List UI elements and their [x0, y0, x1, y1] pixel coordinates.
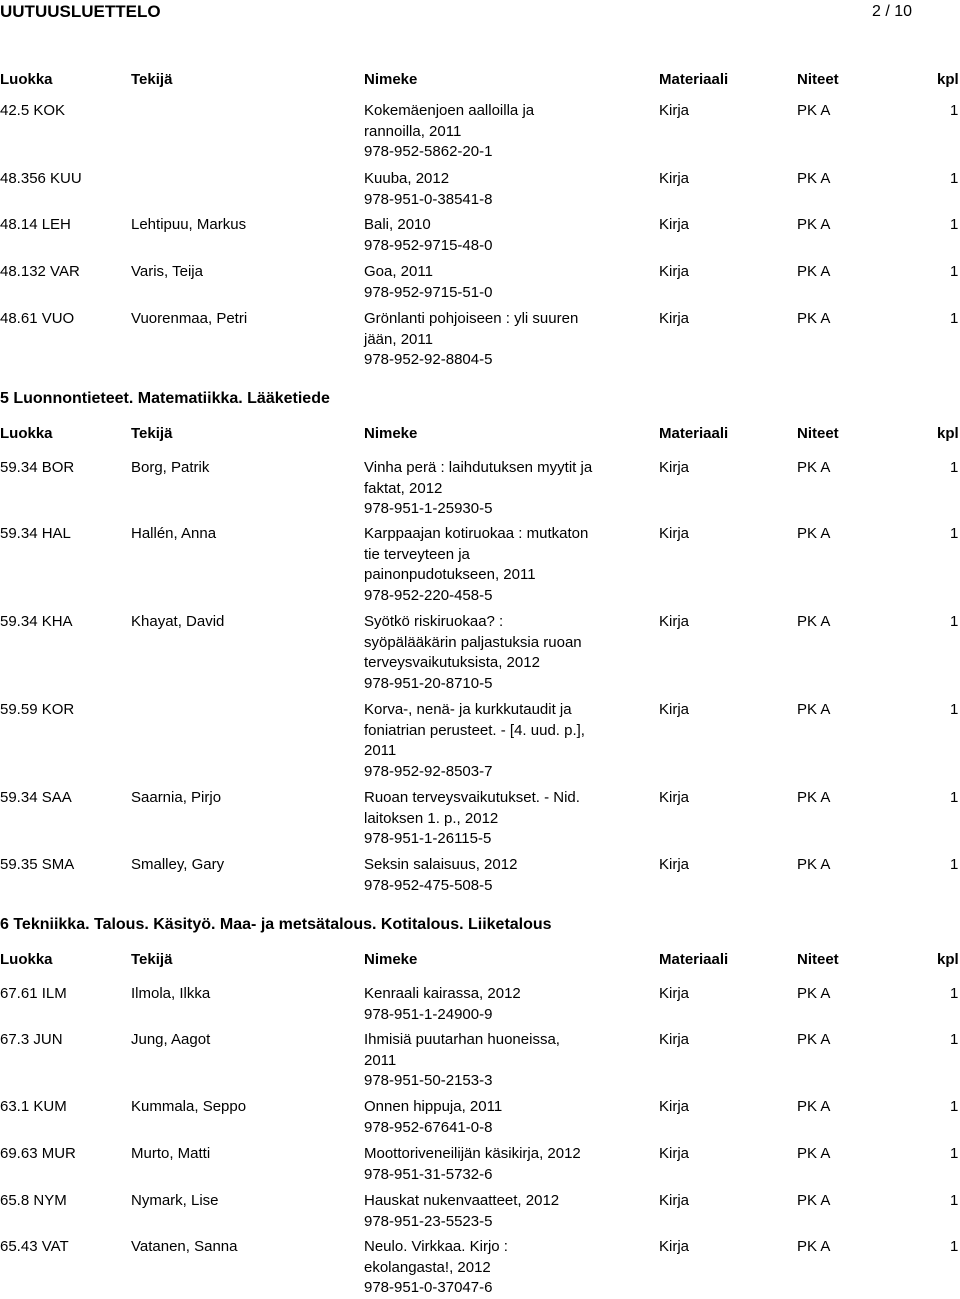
kpl-cell: 1: [950, 263, 959, 280]
materiaali-cell: Kirja: [659, 1098, 690, 1115]
title-line: 978-951-1-26115-5: [364, 830, 492, 847]
column-header-kpl: kpl: [937, 425, 959, 442]
title-cell: [364, 1097, 624, 1138]
kpl-cell: 1: [950, 102, 959, 119]
title-line: 978-952-475-508-5: [364, 876, 493, 894]
niteet-cell: PK A: [797, 216, 831, 233]
column-header-luokka: Luokka: [0, 951, 53, 968]
title-line: Ihmisiä puutarhan huoneissa,: [364, 1031, 560, 1048]
title-line: rannoilla, 2011: [364, 122, 462, 140]
luokka-cell: 69.63 MUR: [0, 1145, 76, 1162]
kpl-cell: 1: [950, 1192, 959, 1209]
kpl-cell: 1: [950, 701, 959, 718]
title-line: Seksin salaisuus, 2012: [364, 856, 518, 873]
title-line: 978-952-92-8804-5: [364, 351, 493, 368]
title-line: jään, 2011: [364, 330, 433, 348]
materiaali-cell: Kirja: [659, 525, 690, 542]
title-line: Onnen hippuja, 2011: [364, 1098, 503, 1115]
kpl-cell: 1: [950, 170, 959, 187]
kpl-cell: 1: [950, 856, 959, 873]
luokka-cell: 59.34 BOR: [0, 459, 75, 476]
niteet-cell: PK A: [797, 613, 831, 630]
title-cell: [364, 215, 624, 256]
title-cell: [364, 524, 624, 606]
tekija-cell: Borg, Patrik: [131, 459, 210, 476]
tekija-cell: Hallén, Anna: [131, 525, 217, 542]
kpl-cell: 1: [950, 985, 959, 1002]
materiaali-cell: Kirja: [659, 1031, 690, 1048]
materiaali-cell: Kirja: [659, 1238, 690, 1255]
title-cell: [364, 612, 624, 694]
niteet-cell: PK A: [797, 1192, 831, 1209]
materiaali-cell: Kirja: [659, 701, 690, 718]
title-line: Bali, 2010: [364, 216, 431, 233]
niteet-cell: PK A: [797, 856, 831, 873]
niteet-cell: PK A: [797, 1145, 831, 1162]
luokka-cell: 48.14 LEH: [0, 216, 71, 233]
luokka-cell: 65.8 NYM: [0, 1192, 67, 1209]
title-cell: [364, 169, 624, 210]
luokka-cell: 59.34 HAL: [0, 525, 71, 542]
title-cell: [364, 458, 624, 520]
title-line: Kuuba, 2012: [364, 170, 450, 187]
column-header-niteet: Niteet: [797, 951, 839, 968]
column-header-luokka: Luokka: [0, 71, 53, 88]
title-cell: [364, 1144, 624, 1185]
tekija-cell: Vuorenmaa, Petri: [131, 310, 248, 327]
title-line: 978-951-20-8710-5: [364, 674, 493, 692]
section-title: 5 Luonnontieteet. Matematiikka. Lääketiede: [0, 390, 330, 407]
column-header-luokka: Luokka: [0, 425, 53, 442]
luokka-cell: 48.61 VUO: [0, 310, 75, 327]
title-cell: [364, 309, 624, 371]
title-line: painonpudotukseen, 2011: [364, 566, 536, 583]
tekija-cell: Kummala, Seppo: [131, 1098, 247, 1115]
title-line: 978-951-50-2153-3: [364, 1072, 493, 1089]
luokka-cell: 48.356 KUU: [0, 170, 82, 187]
title-line: laitoksen 1. p., 2012: [364, 809, 499, 827]
materiaali-cell: Kirja: [659, 170, 690, 187]
luokka-cell: 65.43 VAT: [0, 1238, 69, 1255]
luokka-cell: 59.35 SMA: [0, 856, 75, 873]
title-line: Hauskat nukenvaatteet, 2012: [364, 1192, 560, 1209]
niteet-cell: PK A: [797, 525, 831, 542]
title-line: Moottoriveneilijän käsikirja, 2012: [364, 1145, 581, 1162]
niteet-cell: PK A: [797, 459, 831, 476]
niteet-cell: PK A: [797, 789, 831, 806]
title-line: 978-951-0-37047-6: [364, 1279, 493, 1296]
niteet-cell: PK A: [797, 310, 831, 327]
luokka-cell: 59.59 KOR: [0, 701, 75, 718]
tekija-cell: Jung, Aagot: [131, 1031, 211, 1048]
title-line: syöpälääkärin paljastuksia ruoan: [364, 633, 582, 651]
materiaali-cell: Kirja: [659, 613, 690, 630]
niteet-cell: PK A: [797, 170, 831, 187]
title-line: 978-952-5862-20-1: [364, 143, 493, 160]
niteet-cell: PK A: [797, 102, 831, 119]
tekija-cell: Smalley, Gary: [131, 856, 225, 873]
column-header-niteet: Niteet: [797, 71, 839, 88]
title-line: ekolangasta!, 2012: [364, 1258, 491, 1276]
materiaali-cell: Kirja: [659, 459, 690, 476]
column-header-tekija: Tekijä: [131, 71, 173, 88]
title-line: Syötkö riskiruokaa? :: [364, 613, 504, 630]
tekija-cell: Nymark, Lise: [131, 1192, 219, 1209]
title-line: 2011: [364, 742, 397, 759]
materiaali-cell: Kirja: [659, 1192, 690, 1209]
luokka-cell: 67.61 ILM: [0, 985, 67, 1002]
tekija-cell: Varis, Teija: [131, 263, 203, 280]
niteet-cell: PK A: [797, 263, 831, 280]
materiaali-cell: Kirja: [659, 1145, 690, 1162]
tekija-cell: Lehtipuu, Markus: [131, 216, 247, 233]
tekija-cell: Khayat, David: [131, 613, 225, 630]
title-cell: [364, 1030, 624, 1092]
tekija-cell: Murto, Matti: [131, 1145, 211, 1162]
title-cell: [364, 1237, 624, 1299]
luokka-cell: 67.3 JUN: [0, 1031, 63, 1048]
kpl-cell: 1: [950, 1145, 959, 1162]
niteet-cell: PK A: [797, 1031, 831, 1048]
page-number: 2 / 10: [872, 3, 913, 20]
title-line: Grönlanti pohjoiseen : yli suuren: [364, 310, 579, 327]
title-cell: [364, 101, 624, 163]
column-header-niteet: Niteet: [797, 425, 839, 442]
column-header-kpl: kpl: [937, 951, 959, 968]
title-cell: [364, 984, 624, 1025]
title-line: 978-951-0-38541-8: [364, 190, 493, 208]
kpl-cell: 1: [950, 1238, 959, 1255]
title-line: 978-952-67641-0-8: [364, 1118, 493, 1136]
table-header: [0, 70, 960, 90]
title-line: Korva-, nenä- ja kurkkutaudit ja: [364, 701, 572, 718]
luokka-cell: 48.132 VAR: [0, 263, 80, 280]
niteet-cell: PK A: [797, 985, 831, 1002]
column-header-materiaali: Materiaali: [659, 951, 729, 968]
title-line: Vinha perä : laihdutuksen myytit ja: [364, 459, 593, 476]
column-header-kpl: kpl: [937, 71, 959, 88]
table-header: [0, 950, 960, 970]
kpl-cell: 1: [950, 525, 959, 542]
document-title: UUTUUSLUETTELO: [0, 2, 161, 21]
materiaali-cell: Kirja: [659, 856, 690, 873]
title-line: Kokemäenjoen aalloilla ja: [364, 102, 535, 119]
materiaali-cell: Kirja: [659, 102, 690, 119]
luokka-cell: 63.1 KUM: [0, 1098, 67, 1115]
title-cell: [364, 1191, 624, 1232]
title-line: Ruoan terveysvaikutukset. - Nid.: [364, 789, 580, 806]
title-line: tie terveyteen ja: [364, 545, 470, 563]
tekija-cell: Vatanen, Sanna: [131, 1238, 238, 1255]
kpl-cell: 1: [950, 1098, 959, 1115]
kpl-cell: 1: [950, 459, 959, 476]
title-cell: [364, 262, 624, 303]
title-cell: [364, 788, 624, 850]
kpl-cell: 1: [950, 613, 959, 630]
title-line: terveysvaikutuksista, 2012: [364, 654, 540, 671]
title-line: 978-952-9715-48-0: [364, 236, 493, 254]
title-line: faktat, 2012: [364, 479, 443, 497]
column-header-tekija: Tekijä: [131, 425, 173, 442]
tekija-cell: Saarnia, Pirjo: [131, 789, 222, 806]
materiaali-cell: Kirja: [659, 216, 690, 233]
column-header-materiaali: Materiaali: [659, 425, 729, 442]
title-line: Kenraali kairassa, 2012: [364, 985, 521, 1002]
title-line: 2011: [364, 1051, 397, 1069]
kpl-cell: 1: [950, 310, 959, 327]
column-header-materiaali: Materiaali: [659, 71, 729, 88]
niteet-cell: PK A: [797, 701, 831, 718]
luokka-cell: 42.5 KOK: [0, 102, 66, 119]
title-line: foniatrian perusteet. - [4. uud. p.],: [364, 721, 585, 739]
title-line: 978-951-23-5523-5: [364, 1212, 493, 1230]
title-line: Neulo. Virkkaa. Kirjo :: [364, 1238, 508, 1255]
luokka-cell: 59.34 KHA: [0, 613, 73, 630]
column-header-nimeke: Nimeke: [364, 425, 418, 442]
title-line: 978-951-1-24900-9: [364, 1005, 493, 1023]
title-line: Karppaajan kotiruokaa : mutkaton: [364, 525, 589, 542]
title-cell: [364, 855, 624, 896]
materiaali-cell: Kirja: [659, 263, 690, 280]
materiaali-cell: Kirja: [659, 985, 690, 1002]
title-line: 978-952-9715-51-0: [364, 283, 493, 301]
title-line: 978-951-31-5732-6: [364, 1165, 493, 1183]
table-header: [0, 424, 960, 444]
column-header-nimeke: Nimeke: [364, 71, 418, 88]
title-line: Goa, 2011: [364, 263, 433, 280]
kpl-cell: 1: [950, 1031, 959, 1048]
tekija-cell: Ilmola, Ilkka: [131, 985, 211, 1002]
title-line: 978-951-1-25930-5: [364, 500, 493, 517]
title-line: 978-952-92-8503-7: [364, 762, 493, 780]
materiaali-cell: Kirja: [659, 789, 690, 806]
luokka-cell: 59.34 SAA: [0, 789, 72, 806]
materiaali-cell: Kirja: [659, 310, 690, 327]
kpl-cell: 1: [950, 789, 959, 806]
niteet-cell: PK A: [797, 1098, 831, 1115]
column-header-nimeke: Nimeke: [364, 951, 418, 968]
title-cell: [364, 700, 624, 782]
column-header-tekija: Tekijä: [131, 951, 173, 968]
kpl-cell: 1: [950, 216, 959, 233]
niteet-cell: PK A: [797, 1238, 831, 1255]
title-line: 978-952-220-458-5: [364, 586, 493, 604]
section-title: 6 Tekniikka. Talous. Käsityö. Maa- ja metsätalous. Kotitalous. Liiketalous: [0, 916, 552, 933]
